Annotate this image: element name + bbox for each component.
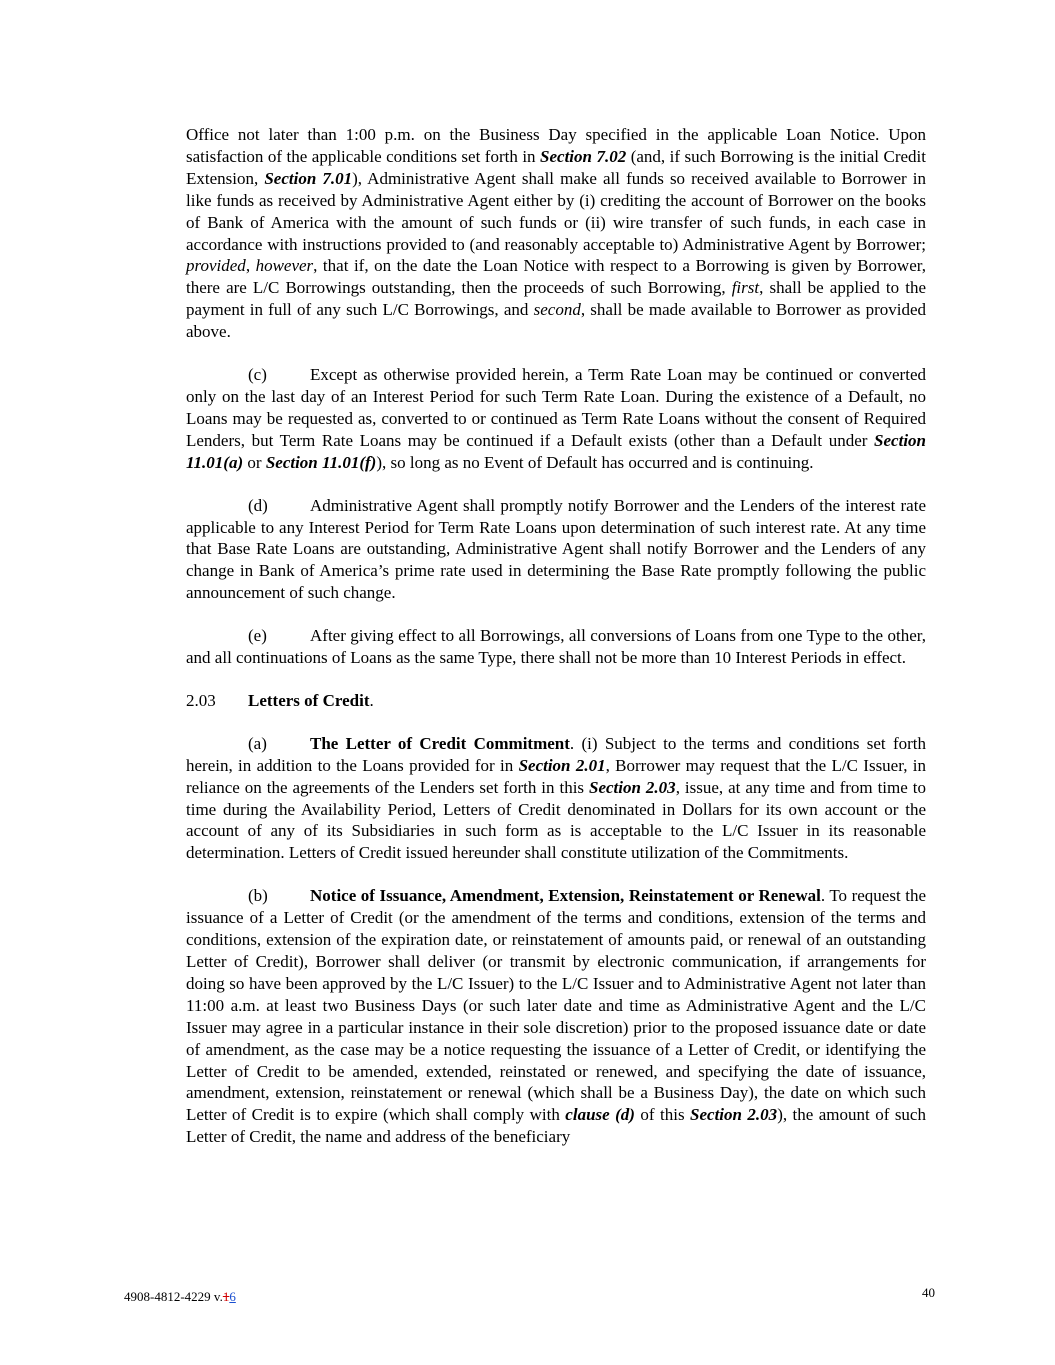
text: , Borrower may request that the L/C Issuer, in reliance on the agreements of the Lenders set forth in this bbox=[186, 755, 927, 797]
section-reference: Section 11.01(f) bbox=[265, 452, 377, 472]
text: Except as otherwise provided herein, a Term Rate Loan may be continued or converted only on the last day of an Interest Period for such Term Rate Loan. During the existence of a Default, no Loans may be requested as, converted to or continued as Term Rate Loans without the consent of Required Lenders, but Term Rate Loans may be continued if a Default exists (other than a Default under bbox=[186, 365, 926, 450]
section-reference: Section 2.01 bbox=[518, 755, 606, 775]
text: of this bbox=[634, 1105, 691, 1125]
clause-title: Notice of Issuance, Amendment, Extension, Reinstatement or Renewal bbox=[310, 886, 821, 906]
document-id-footer bbox=[124, 1289, 236, 1305]
clause-reference: clause (d) bbox=[565, 1105, 635, 1125]
text: ), so long as no Event of Default has occurred and is continuing. bbox=[376, 452, 814, 472]
document-id: 4908-4812-4229 v. bbox=[124, 1289, 223, 1304]
text: Office not later than 1:00 p.m. on the Business Day specified in the applicable Loan Notice. Upon satisfaction of the applicable conditions set forth in bbox=[186, 125, 926, 166]
emphasis: second bbox=[533, 300, 581, 320]
text: . bbox=[369, 690, 374, 710]
clause-label: (d) bbox=[248, 495, 268, 515]
clause-title: The Letter of Credit Commitment bbox=[310, 733, 570, 753]
clause-label: (c) bbox=[248, 365, 267, 385]
clause-label: (e) bbox=[248, 626, 267, 646]
paragraph-2-03-a bbox=[186, 733, 926, 864]
paragraph-d bbox=[186, 495, 926, 605]
text: After giving effect to all Borrowings, all conversions of Loans from one Type to the other, and all continuations of Loans as the same Type, there shall not be more than 10 Interest Periods in effect. bbox=[186, 626, 926, 668]
clause-label: (b) bbox=[248, 886, 268, 906]
text: , shall be made available to Borrower as provided above. bbox=[186, 300, 926, 342]
document-body bbox=[186, 124, 926, 1148]
text: , that if, on the date the Loan Notice with respect to a Borrowing is given by Borrower, there are L/C Borrowings outstanding, then the proceeds of such Borrowing, bbox=[186, 256, 926, 298]
text: . (i) Subject to the terms and conditions set forth herein, in addition to the Loans provided for in bbox=[186, 733, 927, 775]
section-reference: Section 2.03 bbox=[589, 777, 676, 797]
text: ), the amount of such Letter of Credit, the name and address of the beneficiary bbox=[186, 1105, 926, 1147]
version-deleted: 1 bbox=[222, 1289, 230, 1304]
section-reference: Section 7.01 bbox=[264, 168, 353, 188]
emphasis: first bbox=[731, 278, 760, 298]
text: , issue, at any time and from time to time during the Availability Period, Letters of Credit denominated in Dollars for its own account or the account of any of its Subsidiaries in such form as is acceptable to the L/C Issuer in its reasonable determination. Letters of Credit issued hereunder shall constitute utilization of the Commitments. bbox=[186, 777, 926, 863]
emphasis: provided bbox=[186, 256, 246, 276]
section-heading bbox=[186, 690, 926, 712]
paragraph-b-continuation bbox=[186, 124, 926, 343]
text: (and, if such Borrowing is the initial Credit Extension, bbox=[186, 146, 926, 188]
section-title: Letters of Credit bbox=[248, 690, 370, 710]
text: , bbox=[245, 256, 256, 276]
paragraph-2-03-b bbox=[186, 885, 926, 1148]
page-number: 40 bbox=[922, 1285, 935, 1300]
text: . To request the issuance of a Letter of Credit (or the amendment of the terms and conditions, extension of the terms and conditions, extension of the expiration date, or reinstatement of amounts paid, or renewal of an outstanding Letter of Credit), Borrower shall deliver (or transmit by electronic communication, if arrangements for doing so have been approved by the L/C Issuer) to the L/C Issuer and to Administrative Agent not later than 11:00 a.m. at least two Business Days (or such later date and time as Administrative Agent and the L/C Issuer may agree in a particular instance in their sole discretion) prior to the proposed issuance date or date of amendment, as the case may be a notice requesting the issuance of a Letter of Credit, or identifying the Letter of Credit to be amended, extended, reinstated or renewed, and specifying the date of issuance, amendment, extension, reinstatement or renewal (which shall be a Business Day), the date on which such Letter of Credit is to expire (which shall comply with bbox=[186, 886, 927, 1125]
clause-label: (a) bbox=[248, 733, 267, 753]
paragraph-c bbox=[186, 364, 926, 474]
paragraph-e bbox=[186, 625, 926, 669]
text: , shall be applied to the payment in full of any such L/C Borrowings, and bbox=[186, 278, 926, 320]
text: Administrative Agent shall promptly notify Borrower and the Lenders of the interest rate applicable to any Interest Period for Term Rate Loans upon determination of such interest rate. At any time that Base Rate Loans are outstanding, Administrative Agent shall notify Borrower and the Lenders of any change in Bank of America’s prime rate used in determining the Base Rate promptly following the public announcement of such change. bbox=[186, 495, 926, 603]
emphasis: however bbox=[255, 256, 314, 276]
text: ), Administrative Agent shall make all funds so received available to Borrower in like funds as received by Administrative Agent either by (i) crediting the account of Borrower on the books of Bank of America with the amount of such funds or (ii) wire transfer of such funds, in each case in accordance with instructions provided to (and reasonably acceptable to) Administrative Agent by Borrower; bbox=[186, 168, 926, 254]
section-reference: Section 11.01(a) bbox=[186, 430, 926, 472]
section-reference: Section 7.02 bbox=[540, 146, 627, 166]
text: or bbox=[243, 452, 266, 472]
section-number: 2.03 bbox=[186, 690, 216, 710]
version-inserted: 6 bbox=[229, 1289, 236, 1304]
section-reference: Section 2.03 bbox=[690, 1105, 778, 1125]
